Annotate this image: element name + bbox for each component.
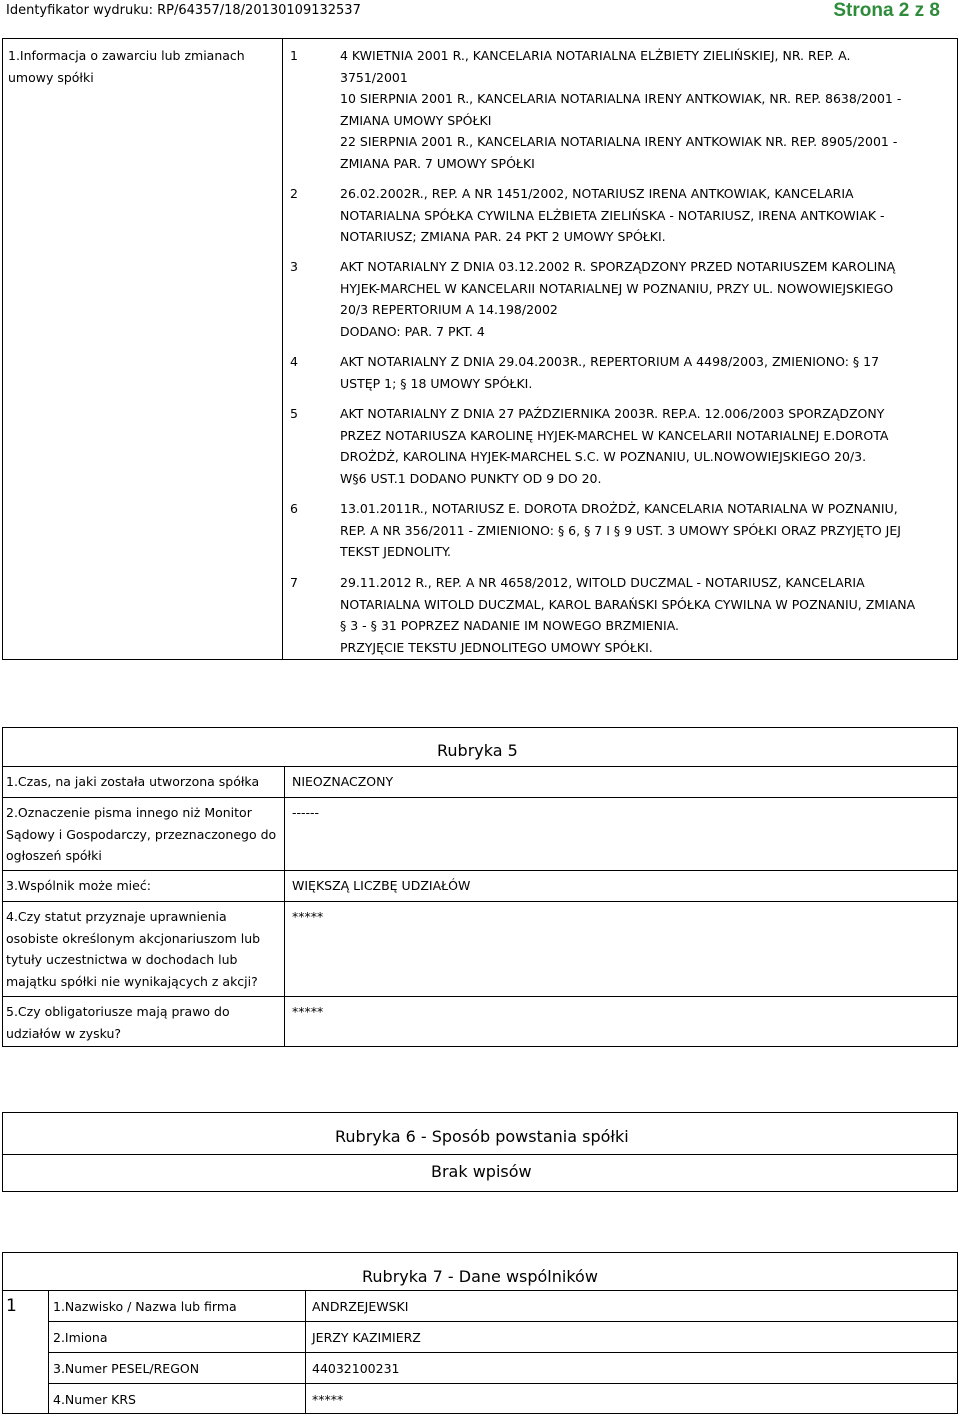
rubryka7-entry-number: 1 [6, 1296, 17, 1316]
label-line: ogłoszeń spółki [6, 848, 102, 863]
rubryka5-row-label [6, 802, 281, 867]
rubryka5-row-value: ***** [292, 1004, 324, 1019]
entry-line: 26.02.2002R., REP. A NR 1451/2002, NOTARIUSZ IRENA ANTKOWIAK, KANCELARIA [340, 186, 854, 201]
entry-line: PRZEZ NOTARIUSZA KAROLINĘ HYJEK-MARCHEL W KANCELARII NOTARIALNEJ E.DOROTA [340, 427, 889, 443]
rubryka5-divider [2, 870, 958, 871]
print-identifier: Identyfikator wydruku: RP/64357/18/20130109132537 [6, 3, 361, 18]
rubryka5-row-value: NIEOZNACZONY [292, 774, 394, 789]
label-line: 5.Czy obligatoriusze mają prawo do [6, 1004, 230, 1019]
amendments-label-line: 1.Informacja o zawarciu lub zmianach [8, 48, 245, 63]
rubryka5-row-value: WIĘKSZĄ LICZBĘ UDZIAŁÓW [292, 878, 471, 893]
entry-line: 13.01.2011R., NOTARIUSZ E. DOROTA DROŻDŻ, KANCELARIA NOTARIALNA W POZNANIU, [340, 501, 898, 516]
rubryka7-row-label: 1.Nazwisko / Nazwa lub firma [53, 1299, 237, 1314]
page-number: Strona 2 z 8 [833, 0, 940, 21]
entry-line: 4 KWIETNIA 2001 R., KANCELARIA NOTARIALNA ELŻBIETY ZIELIŃSKIEJ, NR. REP. A. [340, 48, 851, 63]
rubryka5-row-value: ***** [292, 909, 324, 924]
entry-line: DROŻDŻ, KAROLINA HYJEK-MARCHEL S.C. W POZNANIU, UL.NOWOWIEJSKIEGO 20/3. [340, 449, 867, 464]
rubryka5-divider [2, 996, 958, 997]
entry-line: ZMIANA PAR. 7 UMOWY SPÓŁKI [340, 155, 535, 171]
amendments-label [8, 45, 278, 88]
rubryka7-title: Rubryka 7 - Dane wspólników [362, 1267, 598, 1286]
label-line: 2.Oznaczenie pisma innego niż Monitor [6, 805, 252, 820]
rubryka6-title: Rubryka 6 - Sposób powstania spółki [335, 1127, 629, 1146]
entry-line: AKT NOTARIALNY Z DNIA 03.12.2002 R. SPORZĄDZONY PRZED NOTARIUSZEM KAROLINĄ [340, 259, 896, 274]
rubryka7-row-label: 3.Numer PESEL/REGON [53, 1361, 200, 1376]
label-line: 1.Czas, na jaki została utworzona spółka [6, 774, 260, 789]
entry-line: 29.11.2012 R., REP. A NR 4658/2012, WITOLD DUCZMAL - NOTARIUSZ, KANCELARIA [340, 575, 865, 590]
rubryka7-row-value: ANDRZEJEWSKI [312, 1299, 409, 1314]
label-line: Sądowy i Gospodarczy, przeznaczonego do [6, 826, 277, 842]
entry-line: 20/3 REPERTORIUM A 14.198/2002 [340, 302, 558, 317]
rubryka7-row-divider [48, 1383, 958, 1384]
rubryka7-row-value: 44032100231 [312, 1361, 400, 1376]
rubryka7-row-value: ***** [312, 1392, 344, 1407]
rubryka7-row-divider [48, 1321, 958, 1322]
rubryka5-column-divider [284, 766, 285, 1047]
entry-line: ZMIANA UMOWY SPÓŁKI [340, 112, 492, 128]
amendments-divider [282, 38, 283, 660]
entry-line: 10 SIERPNIA 2001 R., KANCELARIA NOTARIALNA IRENY ANTKOWIAK, NR. REP. 8638/2001 - [340, 91, 902, 106]
rubryka6-divider [2, 1154, 958, 1155]
entry-line: W§6 UST.1 DODANO PUNKTY OD 9 DO 20. [340, 470, 602, 486]
rubryka5-divider [2, 797, 958, 798]
rubryka5-row-value: ------ [292, 805, 320, 820]
rubryka7-row-divider [48, 1352, 958, 1353]
rubryka7-row-value: JERZY KAZIMIERZ [312, 1330, 421, 1345]
entry-line: 3751/2001 [340, 69, 408, 85]
entry-number: 4 [290, 354, 298, 369]
entry-line: § 3 - § 31 POPRZEZ NADANIE IM NOWEGO BRZMIENIA. [340, 618, 680, 633]
entry-line: NOTARIALNA SPÓŁKA CYWILNA ELŻBIETA ZIELIŃSKA - NOTARIUSZ, IRENA ANTKOWIAK - [340, 207, 885, 223]
rubryka7-divider [2, 1290, 958, 1291]
entry-line: 22 SIERPNIA 2001 R., KANCELARIA NOTARIALNA IRENY ANTKOWIAK NR. REP. 8905/2001 - [340, 134, 898, 149]
entry-number: 7 [290, 575, 298, 590]
rubryka5-divider [2, 901, 958, 902]
entry-number: 6 [290, 501, 298, 516]
label-line: majątku spółki nie wynikających z akcji? [6, 973, 258, 989]
entry-line: PRZYJĘCIE TEKSTU JEDNOLITEGO UMOWY SPÓŁKI. [340, 639, 653, 655]
entry-line: HYJEK-MARCHEL W KANCELARII NOTARIALNEJ W POZNANIU, PRZY UL. NOWOWIEJSKIEGO [340, 280, 894, 296]
rubryka6-empty-text: Brak wpisów [431, 1162, 532, 1181]
rubryka5-row-label [6, 906, 281, 992]
entry-line: USTĘP 1; § 18 UMOWY SPÓŁKI. [340, 375, 533, 391]
rubryka7-row-label: 2.Imiona [53, 1330, 108, 1345]
rubryka5-row-label [6, 875, 281, 897]
rubryka5-divider [2, 766, 958, 767]
entry-line: REP. A NR 356/2011 - ZMIENIONO: § 6, § 7 I § 9 UST. 3 UMOWY SPÓŁKI ORAZ PRZYJĘTO JEJ [340, 522, 901, 538]
label-line: osobiste określonym akcjonariuszom lub [6, 930, 261, 946]
rubryka5-row-label [6, 771, 281, 793]
label-line: 3.Wspólnik może mieć: [6, 878, 151, 893]
entry-number: 5 [290, 406, 298, 421]
amendments-label-line: umowy spółki [8, 69, 94, 85]
entry-line: NOTARIALNA WITOLD DUCZMAL, KAROL BARAŃSKI SPÓŁKA CYWILNA W POZNANIU, ZMIANA [340, 596, 916, 612]
entry-number: 3 [290, 259, 298, 274]
entry-line: TEKST JEDNOLITY. [340, 544, 452, 559]
entry-line: AKT NOTARIALNY Z DNIA 27 PAŹDZIERNIKA 2003R. REP.A. 12.006/2003 SPORZĄDZONY [340, 406, 885, 421]
label-line: tytuły uczestnictwa w dochodach lub [6, 952, 238, 967]
entry-number: 1 [290, 48, 298, 63]
rubryka7-row-label: 4.Numer KRS [53, 1392, 136, 1407]
label-line: udziałów w zysku? [6, 1025, 122, 1041]
label-line: 4.Czy statut przyznaje uprawnienia [6, 909, 227, 924]
page-header [0, 0, 960, 24]
entry-line: NOTARIUSZ; ZMIANA PAR. 24 PKT 2 UMOWY SPÓŁKI. [340, 229, 666, 244]
entry-line: AKT NOTARIALNY Z DNIA 29.04.2003R., REPERTORIUM A 4498/2003, ZMIENIONO: § 17 [340, 354, 880, 369]
entry-line: DODANO: PAR. 7 PKT. 4 [340, 323, 485, 339]
rubryka5-title: Rubryka 5 [437, 741, 518, 760]
rubryka5-row-label [6, 1001, 281, 1044]
entry-number: 2 [290, 186, 298, 201]
